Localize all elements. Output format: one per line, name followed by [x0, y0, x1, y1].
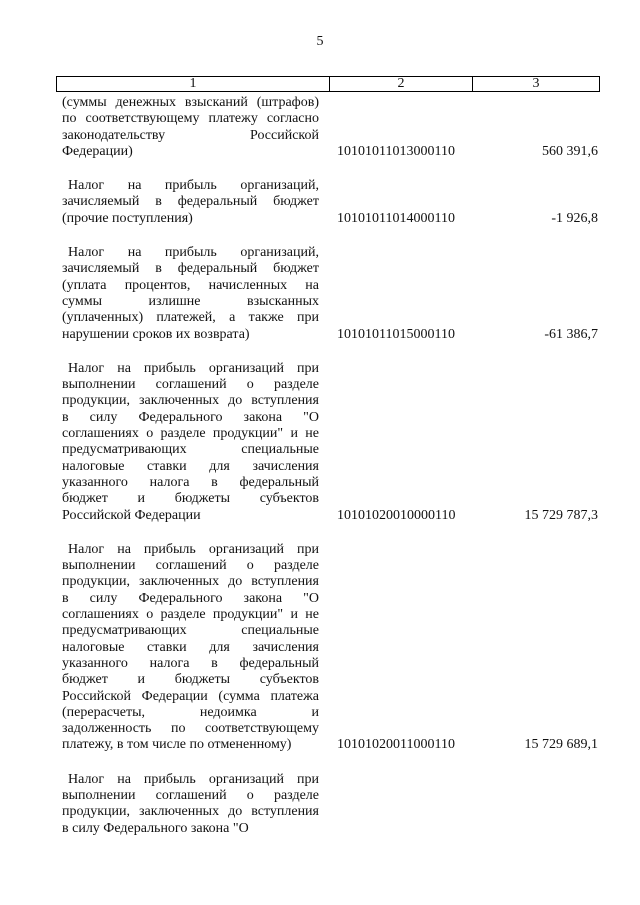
- description-line: выполнении соглашений о разделе: [62, 787, 319, 803]
- description-line: налоговые ставки для зачисления: [62, 458, 319, 474]
- row-amount: -61 386,7: [544, 326, 598, 342]
- description-line: бюджет и бюджеты субъектов: [62, 672, 319, 688]
- description-line: предусматривающих специальные: [62, 442, 319, 458]
- row-code: 10101011015000110: [337, 326, 455, 342]
- row-description: [56, 95, 329, 160]
- description-line: Налог на прибыль организаций,: [68, 178, 319, 194]
- row-description: [56, 178, 329, 227]
- header-col-2: 2: [330, 77, 473, 91]
- description-line: в силу Федерального закона "О: [62, 820, 249, 836]
- description-line: продукции, заключенных до вступления: [62, 804, 319, 820]
- description-line: выполнении соглашений о разделе: [62, 558, 319, 574]
- description-line: Российской Федерации: [62, 507, 201, 523]
- page-number: 5: [316, 34, 324, 49]
- description-line: в силу Федерального закона "О: [62, 590, 319, 606]
- row-description: [56, 542, 329, 754]
- header-col-1: 1: [57, 77, 330, 91]
- description-line: выполнении соглашений о разделе: [62, 377, 319, 393]
- description-line: Налог на прибыль организаций при: [68, 360, 319, 376]
- description-line: Федерации): [62, 143, 133, 159]
- row-code: 10101020011000110: [337, 737, 455, 753]
- row-description: [56, 245, 329, 343]
- row-code: 10101020010000110: [337, 507, 456, 523]
- description-line: (суммы денежных взысканий (штрафов): [62, 95, 319, 110]
- description-line: суммы излишне взысканных: [62, 293, 319, 309]
- table-body: [56, 95, 600, 837]
- description-line: продукции, заключенных до вступления: [62, 574, 319, 590]
- row-amount: -1 926,8: [551, 210, 598, 226]
- description-line: (уплаченных) платежей, а также при: [62, 310, 319, 326]
- row-code: 10101011013000110: [337, 143, 455, 159]
- description-line: Налог на прибыль организаций,: [68, 245, 319, 261]
- table-header: [56, 76, 600, 92]
- row-description: [56, 772, 329, 837]
- description-line: зачисляемый в федеральный бюджет: [62, 261, 319, 277]
- row-code: 10101011014000110: [337, 210, 455, 226]
- description-line: продукции, заключенных до вступления: [62, 393, 319, 409]
- description-line: (уплата процентов, начисленных на: [62, 277, 319, 293]
- description-line: соглашениях о разделе продукции" и не: [62, 426, 319, 442]
- description-line: по соответствующему платежу согласно: [62, 111, 319, 127]
- description-line: платежу, в том числе по отмененному): [62, 737, 292, 753]
- header-col-3: 3: [532, 76, 540, 91]
- description-line: зачисляемый в федеральный бюджет: [62, 194, 319, 210]
- description-line: налоговые ставки для зачисления: [62, 639, 319, 655]
- row-amount: 560 391,6: [542, 143, 598, 159]
- table-row: [56, 542, 600, 754]
- description-line: Налог на прибыль организаций при: [68, 771, 319, 787]
- description-line: бюджет и бюджеты субъектов: [62, 491, 319, 507]
- table-row: [56, 178, 600, 227]
- description-line: законодательству Российской: [62, 127, 319, 143]
- description-line: соглашениях о разделе продукции" и не: [62, 607, 319, 623]
- description-line: в силу Федерального закона "О: [62, 409, 319, 425]
- description-line: указанного налога в федеральный: [62, 655, 319, 671]
- description-line: (перерасчеты, недоимка и: [62, 704, 319, 720]
- description-line: указанного налога в федеральный: [62, 474, 319, 490]
- description-line: предусматривающих специальные: [62, 623, 319, 639]
- row-amount: 15 729 689,1: [524, 737, 598, 753]
- table-row: [56, 95, 600, 160]
- description-line: нарушении сроков их возврата): [62, 326, 250, 342]
- table-row: [56, 772, 600, 837]
- description-line: Налог на прибыль организаций при: [68, 541, 319, 557]
- description-line: Российской Федерации (сумма платежа: [62, 688, 319, 704]
- table-row: [56, 245, 600, 343]
- description-line: (прочие поступления): [62, 210, 193, 226]
- table-row: [56, 361, 600, 524]
- row-amount: 15 729 787,3: [524, 507, 598, 523]
- description-line: задолженность по соответствующему: [62, 721, 319, 737]
- row-description: [56, 361, 329, 524]
